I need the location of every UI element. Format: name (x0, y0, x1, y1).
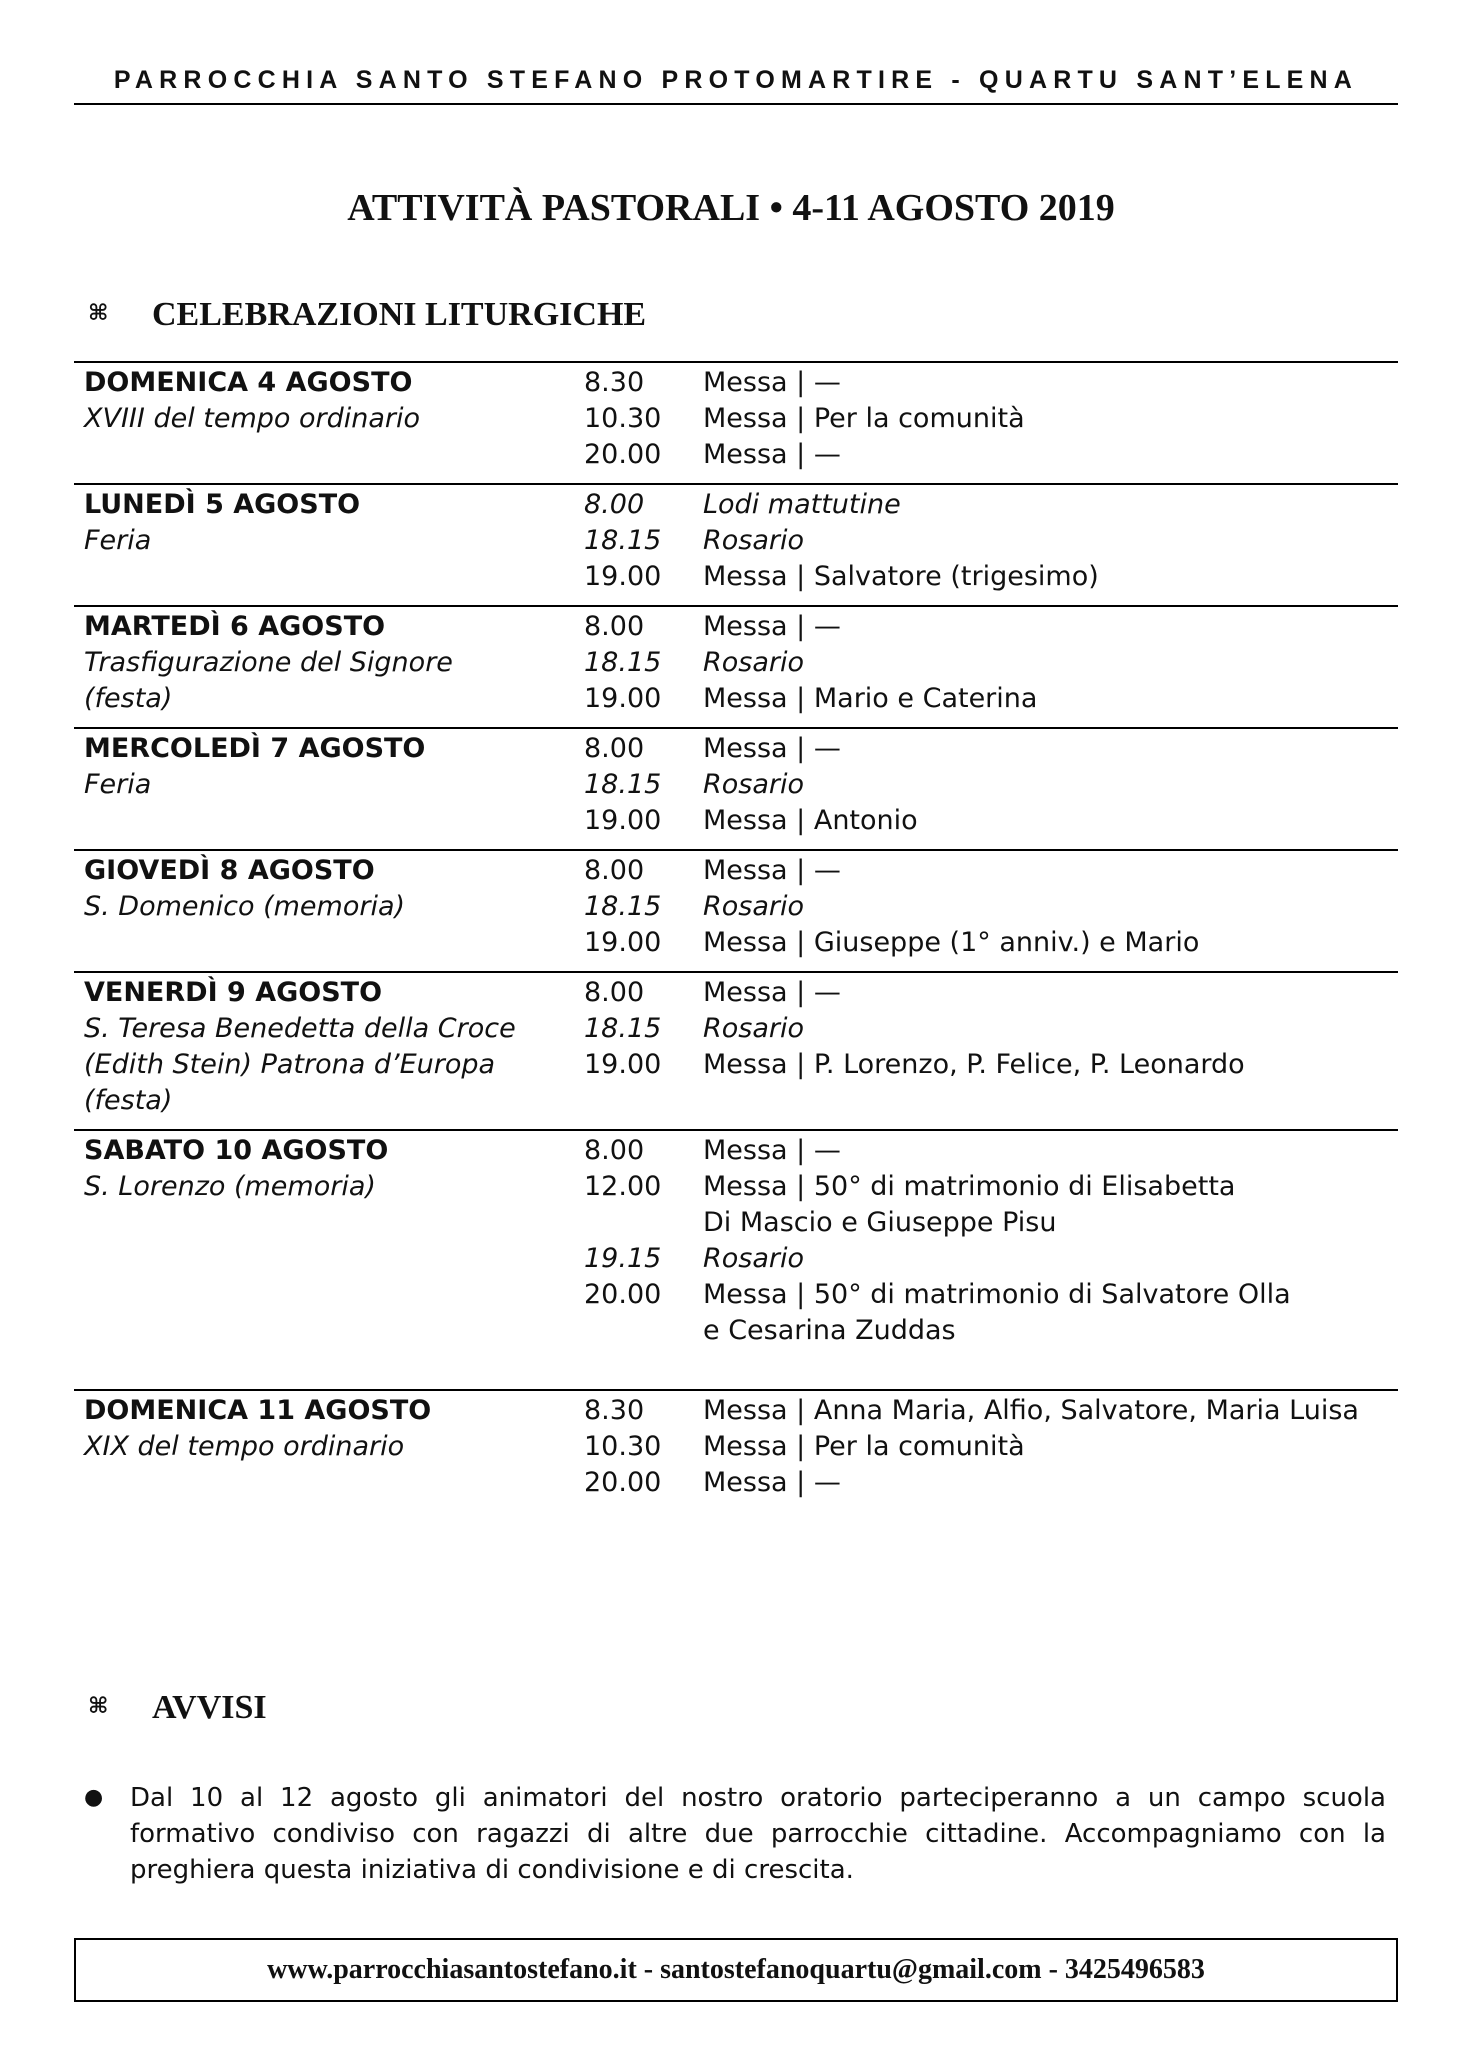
event-row (584, 975, 1398, 1011)
day-events (584, 1393, 1398, 1501)
day-description: Feria (84, 769, 152, 800)
event-line: Messa | — (703, 977, 841, 1008)
event-line: e Cesarina Zuddas (703, 1315, 956, 1346)
event-row (584, 401, 1398, 437)
event-text (703, 609, 1398, 645)
day-description: XVIII del tempo ordinario (84, 403, 421, 434)
event-time: 19.00 (584, 805, 662, 836)
event-time: 19.00 (584, 683, 662, 714)
day-events (584, 975, 1398, 1119)
day-row (74, 849, 1398, 971)
event-row (584, 925, 1398, 961)
day-row (74, 727, 1398, 849)
event-text (703, 1277, 1398, 1349)
event-line: Messa | Mario e Caterina (703, 683, 1038, 714)
day-name: MERCOLEDÌ 7 AGOSTO (84, 733, 426, 764)
event-row (584, 889, 1398, 925)
event-text (703, 1169, 1398, 1241)
event-row (584, 1465, 1398, 1501)
section-notices (88, 1689, 267, 1727)
section-notices-label: AVVISI (152, 1689, 267, 1726)
event-line: Rosario (703, 525, 805, 556)
event-line: Messa | Salvatore (trigesimo) (703, 561, 1099, 592)
event-text (703, 1047, 1398, 1083)
event-row (584, 1169, 1398, 1241)
notice-item (84, 1780, 1386, 1888)
day-info (74, 365, 584, 473)
page-title: ATTIVITÀ PASTORALI • 4-11 AGOSTO 2019 (347, 187, 1115, 229)
event-row (584, 731, 1398, 767)
event-text (703, 1011, 1398, 1047)
day-row (74, 605, 1398, 727)
event-row (584, 609, 1398, 645)
event-time: 20.00 (584, 1467, 662, 1498)
event-line: Messa | — (703, 367, 841, 398)
event-text (703, 365, 1398, 401)
event-time: 18.15 (584, 1013, 662, 1044)
event-time: 18.15 (584, 769, 662, 800)
event-line: Messa | — (703, 733, 841, 764)
day-description: XIX del tempo ordinario (84, 1431, 405, 1462)
day-name: LUNEDÌ 5 AGOSTO (84, 489, 361, 520)
event-row (584, 1133, 1398, 1169)
notice-text: Dal 10 al 12 agosto gli animatori del nostro oratorio parteciperanno a un campo scuola formativo condiviso con ragazzi di altre due parrocchie cittadine. Accompagniamo con la preghiera questa iniziativa di condivisione e di crescita. (130, 1783, 1386, 1885)
event-text (703, 645, 1398, 681)
event-time: 18.15 (584, 525, 662, 556)
day-name: GIOVEDÌ 8 AGOSTO (84, 855, 375, 886)
section-liturgy (88, 296, 646, 334)
event-line: Rosario (703, 769, 805, 800)
day-name: MARTEDÌ 6 AGOSTO (84, 611, 386, 642)
event-line: Messa | Anna Maria, Alfio, Salvatore, Maria Luisa (703, 1395, 1359, 1426)
event-line: Messa | — (703, 855, 841, 886)
day-info (74, 609, 584, 717)
day-events (584, 365, 1398, 473)
event-text (703, 523, 1398, 559)
event-line: Lodi mattutine (703, 489, 901, 520)
event-line: Messa | Giuseppe (1° anniv.) e Mario (703, 927, 1200, 958)
day-info (74, 853, 584, 961)
schedule-table (74, 361, 1398, 1511)
event-time: 19.00 (584, 1049, 662, 1080)
event-time: 18.15 (584, 891, 662, 922)
event-line: Messa | — (703, 611, 841, 642)
event-line: Rosario (703, 891, 805, 922)
header-rule (74, 103, 1398, 105)
event-time: 10.30 (584, 403, 662, 434)
event-time: 19.15 (584, 1243, 662, 1274)
day-row (74, 361, 1398, 483)
event-text (703, 559, 1398, 595)
event-text (703, 1133, 1398, 1169)
event-row (584, 1047, 1398, 1083)
day-description: (Edith Stein) Patrona d’Europa (84, 1049, 496, 1080)
event-row (584, 437, 1398, 473)
event-time: 8.00 (584, 611, 645, 642)
day-name: DOMENICA 4 AGOSTO (84, 367, 413, 398)
day-description: S. Lorenzo (memoria) (84, 1171, 376, 1202)
event-time: 19.00 (584, 561, 662, 592)
event-line: Rosario (703, 647, 805, 678)
event-time: 8.00 (584, 489, 645, 520)
event-time: 8.00 (584, 977, 645, 1008)
event-time: 20.00 (584, 439, 662, 470)
event-text (703, 767, 1398, 803)
event-time: 8.00 (584, 855, 645, 886)
event-row (584, 1277, 1398, 1349)
event-line: Rosario (703, 1013, 805, 1044)
day-events (584, 609, 1398, 717)
day-name: VENERDÌ 9 AGOSTO (84, 977, 383, 1008)
event-row (584, 645, 1398, 681)
event-text (703, 487, 1398, 523)
bookmark-icon: ⌘ (88, 1693, 109, 1719)
day-events (584, 487, 1398, 595)
day-events (584, 731, 1398, 839)
day-description: S. Domenico (memoria) (84, 891, 406, 922)
day-row (74, 971, 1398, 1129)
day-name: DOMENICA 11 AGOSTO (84, 1395, 432, 1426)
event-row (584, 681, 1398, 717)
day-name: SABATO 10 AGOSTO (84, 1135, 389, 1166)
event-line: Messa | Per la comunità (703, 1431, 1025, 1462)
day-description: (festa) (84, 1085, 173, 1116)
event-row (584, 559, 1398, 595)
footer-contact: www.parrocchiasantostefano.it - santostefanoquartu@gmail.com - 3425496583 (74, 1938, 1398, 2002)
event-row (584, 1241, 1398, 1277)
event-time: 8.00 (584, 733, 645, 764)
day-info (74, 731, 584, 839)
event-text (703, 853, 1398, 889)
event-row (584, 767, 1398, 803)
day-description: S. Teresa Benedetta della Croce (84, 1013, 516, 1044)
event-line: Messa | P. Lorenzo, P. Felice, P. Leonardo (703, 1049, 1245, 1080)
event-time: 19.00 (584, 927, 662, 958)
event-text (703, 1465, 1398, 1501)
event-line: Messa | — (703, 1135, 841, 1166)
event-time: 20.00 (584, 1279, 662, 1310)
event-row (584, 853, 1398, 889)
event-text (703, 803, 1398, 839)
event-line: Messa | Antonio (703, 805, 918, 836)
event-row (584, 365, 1398, 401)
event-row (584, 803, 1398, 839)
event-text (703, 1429, 1398, 1465)
event-text (703, 925, 1398, 961)
event-text (703, 1393, 1398, 1429)
bookmark-icon: ⌘ (88, 300, 109, 326)
event-line: Messa | 50° di matrimonio di Salvatore Olla (703, 1279, 1291, 1310)
event-text (703, 731, 1398, 767)
event-text (703, 975, 1398, 1011)
event-row (584, 523, 1398, 559)
day-row (74, 1389, 1398, 1511)
event-text (703, 681, 1398, 717)
event-time: 10.30 (584, 1431, 662, 1462)
event-time: 18.15 (584, 647, 662, 678)
event-line: Di Mascio e Giuseppe Pisu (703, 1207, 1057, 1238)
event-line: Messa | — (703, 1467, 841, 1498)
event-time: 8.30 (584, 1395, 645, 1426)
day-events (584, 853, 1398, 961)
event-row (584, 1393, 1398, 1429)
event-line: Rosario (703, 1243, 805, 1274)
event-time: 8.30 (584, 367, 645, 398)
day-info (74, 1393, 584, 1501)
day-info (74, 487, 584, 595)
day-row (74, 483, 1398, 605)
day-info (74, 975, 584, 1119)
event-row (584, 1429, 1398, 1465)
day-row (74, 1129, 1398, 1389)
event-row (584, 487, 1398, 523)
day-events (584, 1133, 1398, 1349)
event-text (703, 401, 1398, 437)
day-description: (festa) (84, 683, 173, 714)
day-description: Trasfigurazione del Signore (84, 647, 453, 678)
event-text (703, 437, 1398, 473)
event-time: 8.00 (584, 1135, 645, 1166)
event-line: Messa | Per la comunità (703, 403, 1025, 434)
event-line: Messa | 50° di matrimonio di Elisabetta (703, 1171, 1236, 1202)
event-text (703, 1241, 1398, 1277)
parish-header: PARROCCHIA SANTO STEFANO PROTOMARTIRE - QUARTU SANT’ELENA (113, 66, 1359, 94)
event-text (703, 889, 1398, 925)
event-row (584, 1011, 1398, 1047)
event-line: Messa | — (703, 439, 841, 470)
event-time: 12.00 (584, 1171, 662, 1202)
day-description: Feria (84, 525, 152, 556)
section-liturgy-label: CELEBRAZIONI LITURGICHE (152, 296, 647, 333)
bullet-icon: ● (84, 1785, 104, 1810)
day-info (74, 1133, 584, 1349)
